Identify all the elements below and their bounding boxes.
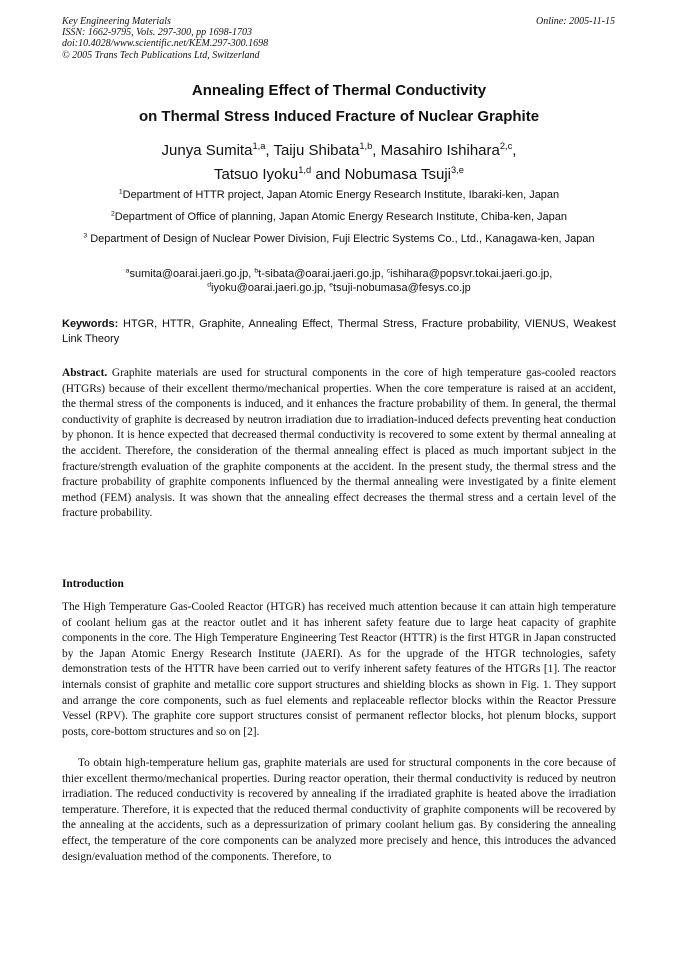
author-name: Masahiro Ishihara <box>380 142 500 159</box>
author-sep: , <box>512 142 517 159</box>
email-sup: d <box>207 281 212 289</box>
keywords <box>62 317 616 346</box>
intro-paragraph-1: The High Temperature Gas-Cooled Reactor (HTGR) has received much attention because it can attain high temperature of coolant helium gas at the reactor outlet and it has inherent safety feature due to large heat capacity of graphite components in the core. The High Temperature Engineering Test Reactor (HTTR) is the first HTGR in Japan constructed by the Japan Atomic Energy Research Institute (JAERI). As for the upgrade of the HTGR technologies, safety demonstration tests of the HTTR have been carried out to verify inherent safety features of the HTGRs [1]. The reactor internals consist of graphite and metallic core support structures and shielding blocks as shown in Fig. 1. They support and arrange the core components, such as fuel elements and replaceable reflector blocks within the Reactor Pressure Vessel (RPV). The graphite core support structures consist of permanent reflector blocks, hot plenum blocks, support posts, core-bottom structures and so on [2]. <box>62 601 616 738</box>
section-heading-introduction: Introduction <box>62 578 124 590</box>
keywords-label: Keywords: <box>62 318 119 330</box>
author-sup: 1,a <box>252 141 266 151</box>
affiliation-text: Department of HTTR project, Japan Atomic Energy Research Institute, Ibaraki-ken, Japan <box>122 189 560 201</box>
affiliation-num: 2 <box>110 210 115 218</box>
author-emails <box>62 267 616 295</box>
author-sup: 1,b <box>359 141 373 151</box>
intro-paragraph-2: To obtain high-temperature helium gas, graphite materials are used for structural components in the core because of thier excellent thermo/mechanical properties. During reactor operation, their thermal conductivity is reduced by neutron irradiation. The reduced conductivity is recovered by annealing if the irradiated graphite is heated above the irradiation temperature. Therefore, it is expected that the reduced thermal conductivity of graphite components will be recovered by the annealing at the accidents, such as a depressurization of primary coolant helium gas. By considering the annealing effect, the temperature of the core components can be analyzed more precisely and hence, this introduces the advanced design/evaluation method of the components. Therefore, to <box>62 757 616 863</box>
journal-header <box>62 16 268 61</box>
affiliation-1 <box>62 188 616 203</box>
abstract <box>62 366 616 522</box>
abstract-label: Abstract. <box>62 367 108 379</box>
author-sup: 2,c <box>499 141 513 151</box>
author-name: Junya Sumita <box>161 142 253 159</box>
author-sup: 1,d <box>298 165 312 175</box>
affiliation-num: 1 <box>118 188 123 196</box>
author-line-1 <box>40 139 638 163</box>
email-link[interactable]: t-sibata@oarai.jaeri.go.jp, <box>258 268 387 280</box>
email-sup: c <box>386 267 391 275</box>
journal-name: Key Engineering Materials <box>62 16 171 27</box>
author-sep: , <box>372 142 381 159</box>
author-name: Taiju Shibata <box>273 142 360 159</box>
affiliation-text: Department of Design of Nuclear Power Division, Fuji Electric Systems Co., Ltd., Kanagawa-ken, Japan <box>87 233 595 245</box>
online-date: Online: 2005-11-15 <box>536 16 615 27</box>
affiliation-2 <box>62 210 616 225</box>
email-link[interactable]: ishihara@popsvr.tokai.jaeri.go.jp, <box>390 268 553 280</box>
email-sup: a <box>125 267 130 275</box>
journal-issn: ISSN: 1662-9795, Vols. 297-300, pp 1698-1703 <box>62 27 252 39</box>
affiliation-3 <box>62 232 616 247</box>
author-sep: and <box>311 166 345 183</box>
journal-doi: doi:10.4028/www.scientific.net/KEM.297-300.1698 <box>62 38 269 50</box>
email-link[interactable]: sumita@oarai.jaeri.go.jp, <box>129 268 255 280</box>
paper-title-line-2: on Thermal Stress Induced Fracture of Nuclear Graphite <box>138 108 540 125</box>
affiliation-num: 3 <box>83 232 88 240</box>
author-sep: , <box>265 142 274 159</box>
email-link[interactable]: iyoku@oarai.jaeri.go.jp, <box>211 282 330 294</box>
affiliation-text: Department of Office of planning, Japan Atomic Energy Research Institute, Chiba-ken, Japan <box>114 211 568 223</box>
author-name: Tatsuo Iyoku <box>214 166 299 183</box>
journal-copyright: © 2005 Trans Tech Publications Ltd, Switzerland <box>62 49 260 61</box>
author-name: Nobumasa Tsuji <box>344 166 452 183</box>
email-link[interactable]: tsuji-nobumasa@fesys.co.jp <box>333 282 471 294</box>
email-sup: e <box>329 281 334 289</box>
abstract-text: Graphite materials are used for structural components in the core of high temperature gas-cooled reactors (HTGRs) because of their excellent thermo/mechanical properties. When the core temperature is raised at an accident, the thermal stress of the components is induced, and it enhances the fracture probability of them. In general, the thermal conductivity of graphite is decreased by neutron irradiation due to irradiation-induced defects preventing heat conduction by phonon. It is hence expected that decreased thermal conductivity is recovered to some extent by thermal annealing at the accident. Therefore, the consideration of the thermal annealing effect is placed as much important subject in the fracture/strength evaluation of the graphite components at the accident. In the present study, the thermal stress and the fracture probability of graphite components influenced by the thermal annealing were investigated by a finite element method (FEM) analysis. It was shown that the annealing effect decreases the thermal stress and a certain level of the fracture probability. <box>62 367 616 520</box>
paper-title-line-1: Annealing Effect of Thermal Conductivity <box>191 82 487 99</box>
email-sup: b <box>254 267 259 275</box>
keywords-text: HTGR, HTTR, Graphite, Annealing Effect, Thermal Stress, Fracture probability, VIENUS, Weakest Link Theory <box>62 318 616 345</box>
author-line-2 <box>40 163 638 187</box>
author-sup: 3,e <box>451 165 464 175</box>
